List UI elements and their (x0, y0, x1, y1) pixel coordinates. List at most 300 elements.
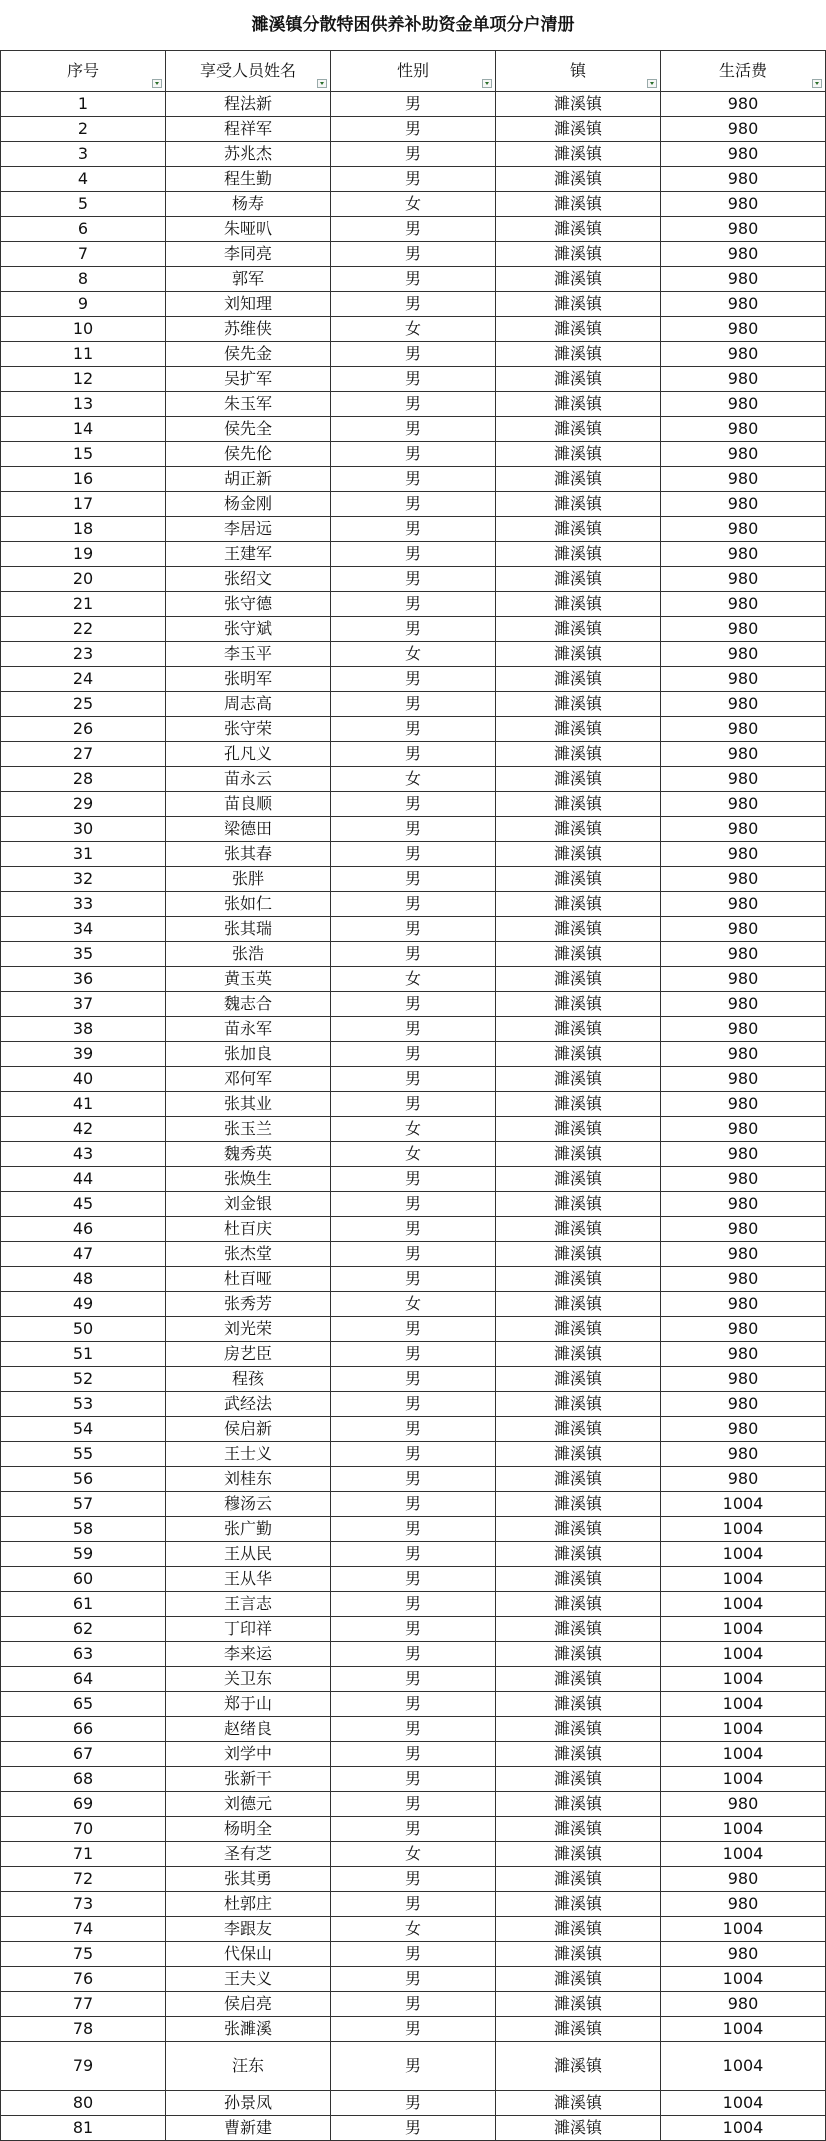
name-cell: 朱哑叭 (166, 217, 331, 242)
town-cell: 濉溪镇 (496, 1667, 661, 1692)
seq-cell: 69 (1, 1792, 166, 1817)
living-fee-cell: 980 (661, 1942, 826, 1967)
town-cell: 濉溪镇 (496, 517, 661, 542)
seq-cell: 65 (1, 1692, 166, 1717)
name-cell: 刘桂东 (166, 1467, 331, 1492)
table-row (1, 317, 826, 342)
seq-cell: 4 (1, 167, 166, 192)
living-fee-cell: 980 (661, 1442, 826, 1467)
gender-cell: 男 (331, 1017, 496, 1042)
name-cell: 魏秀英 (166, 1142, 331, 1167)
seq-cell: 29 (1, 792, 166, 817)
name-cell: 程祥军 (166, 117, 331, 142)
town-cell: 濉溪镇 (496, 917, 661, 942)
town-cell: 濉溪镇 (496, 167, 661, 192)
living-fee-cell: 980 (661, 1892, 826, 1917)
table-row (1, 1292, 826, 1317)
seq-cell: 25 (1, 692, 166, 717)
living-fee-cell: 1004 (661, 1517, 826, 1542)
name-cell: 刘知理 (166, 292, 331, 317)
town-cell: 濉溪镇 (496, 992, 661, 1017)
living-fee-cell: 980 (661, 92, 826, 117)
header-label: 享受人员姓名 (199, 61, 296, 80)
seq-cell: 49 (1, 1292, 166, 1317)
living-fee-cell: 980 (661, 467, 826, 492)
gender-cell: 男 (331, 617, 496, 642)
gender-cell: 男 (331, 1267, 496, 1292)
gender-cell: 男 (331, 917, 496, 942)
filter-dropdown-icon[interactable] (812, 79, 822, 88)
living-fee-cell: 1004 (661, 2116, 826, 2141)
name-cell: 代保山 (166, 1942, 331, 1967)
table-row (1, 592, 826, 617)
table-row (1, 917, 826, 942)
living-fee-cell: 980 (661, 892, 826, 917)
living-fee-cell: 980 (661, 1992, 826, 2017)
living-fee-cell: 980 (661, 1092, 826, 1117)
gender-cell: 男 (331, 392, 496, 417)
living-fee-cell: 980 (661, 1867, 826, 1892)
gender-cell: 男 (331, 217, 496, 242)
town-cell: 濉溪镇 (496, 317, 661, 342)
seq-cell: 2 (1, 117, 166, 142)
seq-cell: 17 (1, 492, 166, 517)
seq-cell: 77 (1, 1992, 166, 2017)
name-cell: 王从民 (166, 1542, 331, 1567)
table-row (1, 467, 826, 492)
town-cell: 濉溪镇 (496, 1742, 661, 1767)
data-table (0, 50, 826, 2141)
gender-cell: 女 (331, 967, 496, 992)
gender-cell: 男 (331, 1317, 496, 1342)
name-cell: 苏兆杰 (166, 142, 331, 167)
name-cell: 房艺臣 (166, 1342, 331, 1367)
seq-cell: 26 (1, 717, 166, 742)
gender-cell: 男 (331, 942, 496, 967)
town-cell: 濉溪镇 (496, 2017, 661, 2042)
gender-cell: 男 (331, 417, 496, 442)
name-cell: 侯先伦 (166, 442, 331, 467)
name-cell: 丁印祥 (166, 1617, 331, 1642)
seq-cell: 73 (1, 1892, 166, 1917)
name-cell: 刘金银 (166, 1192, 331, 1217)
seq-cell: 6 (1, 217, 166, 242)
name-cell: 刘光荣 (166, 1317, 331, 1342)
name-cell: 侯启新 (166, 1417, 331, 1442)
gender-cell: 男 (331, 1867, 496, 1892)
gender-cell: 男 (331, 842, 496, 867)
town-cell: 濉溪镇 (496, 267, 661, 292)
gender-cell: 男 (331, 442, 496, 467)
living-fee-cell: 980 (661, 667, 826, 692)
seq-cell: 62 (1, 1617, 166, 1642)
name-cell: 杨寿 (166, 192, 331, 217)
living-fee-cell: 980 (661, 317, 826, 342)
gender-cell: 男 (331, 167, 496, 192)
gender-cell: 女 (331, 767, 496, 792)
town-cell: 濉溪镇 (496, 1292, 661, 1317)
name-cell: 孙景凤 (166, 2091, 331, 2116)
gender-cell: 男 (331, 1642, 496, 1667)
living-fee-cell: 1004 (661, 2091, 826, 2116)
table-row (1, 867, 826, 892)
name-cell: 李玉平 (166, 642, 331, 667)
town-cell: 濉溪镇 (496, 842, 661, 867)
table-row (1, 1542, 826, 1567)
seq-cell: 55 (1, 1442, 166, 1467)
town-cell: 濉溪镇 (496, 442, 661, 467)
table-row (1, 117, 826, 142)
table-row (1, 2091, 826, 2116)
living-fee-cell: 980 (661, 1292, 826, 1317)
town-cell: 濉溪镇 (496, 792, 661, 817)
table-row (1, 742, 826, 767)
table-row (1, 1692, 826, 1717)
seq-cell: 15 (1, 442, 166, 467)
gender-cell: 女 (331, 1142, 496, 1167)
gender-cell: 男 (331, 867, 496, 892)
seq-cell: 76 (1, 1967, 166, 1992)
name-cell: 张守德 (166, 592, 331, 617)
gender-cell: 男 (331, 1967, 496, 1992)
gender-cell: 男 (331, 342, 496, 367)
gender-cell: 男 (331, 2042, 496, 2091)
town-cell: 濉溪镇 (496, 1567, 661, 1592)
gender-cell: 男 (331, 592, 496, 617)
living-fee-cell: 980 (661, 617, 826, 642)
living-fee-cell: 980 (661, 1367, 826, 1392)
table-row (1, 1617, 826, 1642)
gender-cell: 男 (331, 2116, 496, 2141)
table-row (1, 1142, 826, 1167)
town-cell: 濉溪镇 (496, 1592, 661, 1617)
name-cell: 苗良顺 (166, 792, 331, 817)
name-cell: 张其瑞 (166, 917, 331, 942)
town-cell: 濉溪镇 (496, 817, 661, 842)
seq-cell: 46 (1, 1217, 166, 1242)
table-row (1, 1717, 826, 1742)
header-label: 序号 (66, 61, 99, 80)
seq-cell: 75 (1, 1942, 166, 1967)
town-cell: 濉溪镇 (496, 1442, 661, 1467)
seq-cell: 54 (1, 1417, 166, 1442)
seq-cell: 39 (1, 1042, 166, 1067)
living-fee-cell: 980 (661, 867, 826, 892)
table-row (1, 967, 826, 992)
table-row (1, 1867, 826, 1892)
filter-dropdown-icon[interactable] (647, 79, 657, 88)
table-row (1, 567, 826, 592)
name-cell: 张广勤 (166, 1517, 331, 1542)
seq-cell: 5 (1, 192, 166, 217)
seq-cell: 52 (1, 1367, 166, 1392)
table-row (1, 1842, 826, 1867)
living-fee-cell: 980 (661, 1042, 826, 1067)
name-cell: 郑于山 (166, 1692, 331, 1717)
gender-cell: 男 (331, 1217, 496, 1242)
table-row (1, 1567, 826, 1592)
name-cell: 杨明全 (166, 1817, 331, 1842)
gender-cell: 男 (331, 1992, 496, 2017)
gender-cell: 男 (331, 2017, 496, 2042)
table-row (1, 1767, 826, 1792)
gender-cell: 男 (331, 742, 496, 767)
seq-cell: 35 (1, 942, 166, 967)
table-row (1, 1967, 826, 1992)
gender-cell: 男 (331, 2091, 496, 2116)
table-row (1, 492, 826, 517)
seq-cell: 19 (1, 542, 166, 567)
name-cell: 李居远 (166, 517, 331, 542)
table-row (1, 242, 826, 267)
table-row (1, 1242, 826, 1267)
seq-cell: 41 (1, 1092, 166, 1117)
table-row (1, 342, 826, 367)
table-row (1, 1917, 826, 1942)
living-fee-cell: 980 (661, 692, 826, 717)
living-fee-cell: 1004 (661, 1917, 826, 1942)
town-cell: 濉溪镇 (496, 1242, 661, 1267)
gender-cell: 男 (331, 1892, 496, 1917)
town-cell: 濉溪镇 (496, 1617, 661, 1642)
seq-cell: 22 (1, 617, 166, 642)
table-row (1, 642, 826, 667)
seq-cell: 37 (1, 992, 166, 1017)
header-cell-name (166, 51, 331, 92)
table-row (1, 2116, 826, 2141)
name-cell: 张玉兰 (166, 1117, 331, 1142)
gender-cell: 男 (331, 242, 496, 267)
header-cell-gender (331, 51, 496, 92)
table-row (1, 842, 826, 867)
seq-cell: 53 (1, 1392, 166, 1417)
gender-cell: 男 (331, 1192, 496, 1217)
filter-dropdown-icon[interactable] (152, 79, 162, 88)
town-cell: 濉溪镇 (496, 1817, 661, 1842)
town-cell: 濉溪镇 (496, 1767, 661, 1792)
living-fee-cell: 1004 (661, 2017, 826, 2042)
name-cell: 郭军 (166, 267, 331, 292)
name-cell: 张胖 (166, 867, 331, 892)
seq-cell: 16 (1, 467, 166, 492)
living-fee-cell: 980 (661, 717, 826, 742)
seq-cell: 13 (1, 392, 166, 417)
gender-cell: 女 (331, 1842, 496, 1867)
name-cell: 王士义 (166, 1442, 331, 1467)
page-title: 濉溪镇分散特困供养补助资金单项分户清册 (251, 15, 575, 35)
gender-cell: 男 (331, 1542, 496, 1567)
seq-cell: 72 (1, 1867, 166, 1892)
name-cell: 侯先金 (166, 342, 331, 367)
table-row (1, 1167, 826, 1192)
living-fee-cell: 980 (661, 767, 826, 792)
table-row (1, 1892, 826, 1917)
town-cell: 濉溪镇 (496, 1517, 661, 1542)
living-fee-cell: 1004 (661, 1617, 826, 1642)
living-fee-cell: 1004 (661, 1767, 826, 1792)
living-fee-cell: 980 (661, 817, 826, 842)
seq-cell: 9 (1, 292, 166, 317)
name-cell: 侯启亮 (166, 1992, 331, 2017)
name-cell: 梁德田 (166, 817, 331, 842)
living-fee-cell: 1004 (661, 1492, 826, 1517)
gender-cell: 男 (331, 142, 496, 167)
gender-cell: 男 (331, 1092, 496, 1117)
filter-dropdown-icon[interactable] (482, 79, 492, 88)
town-cell: 濉溪镇 (496, 1217, 661, 1242)
gender-cell: 男 (331, 1742, 496, 1767)
town-cell: 濉溪镇 (496, 1717, 661, 1742)
living-fee-cell: 1004 (661, 1642, 826, 1667)
name-cell: 杜百哑 (166, 1267, 331, 1292)
town-cell: 濉溪镇 (496, 1017, 661, 1042)
seq-cell: 18 (1, 517, 166, 542)
town-cell: 濉溪镇 (496, 1392, 661, 1417)
town-cell: 濉溪镇 (496, 1142, 661, 1167)
name-cell: 吴扩军 (166, 367, 331, 392)
gender-cell: 男 (331, 992, 496, 1017)
town-cell: 濉溪镇 (496, 767, 661, 792)
town-cell: 濉溪镇 (496, 1967, 661, 1992)
seq-cell: 7 (1, 242, 166, 267)
town-cell: 濉溪镇 (496, 692, 661, 717)
town-cell: 濉溪镇 (496, 392, 661, 417)
gender-cell: 女 (331, 642, 496, 667)
name-cell: 苗永云 (166, 767, 331, 792)
header-cell-town (496, 51, 661, 92)
living-fee-cell: 980 (661, 242, 826, 267)
living-fee-cell: 980 (661, 192, 826, 217)
seq-cell: 66 (1, 1717, 166, 1742)
town-cell: 濉溪镇 (496, 342, 661, 367)
living-fee-cell: 1004 (661, 1692, 826, 1717)
seq-cell: 56 (1, 1467, 166, 1492)
name-cell: 张浩 (166, 942, 331, 967)
town-cell: 濉溪镇 (496, 1067, 661, 1092)
seq-cell: 11 (1, 342, 166, 367)
gender-cell: 男 (331, 1342, 496, 1367)
gender-cell: 男 (331, 692, 496, 717)
gender-cell: 男 (331, 1592, 496, 1617)
town-cell: 濉溪镇 (496, 567, 661, 592)
seq-cell: 43 (1, 1142, 166, 1167)
gender-cell: 女 (331, 317, 496, 342)
gender-cell: 男 (331, 492, 496, 517)
living-fee-cell: 980 (661, 1467, 826, 1492)
seq-cell: 44 (1, 1167, 166, 1192)
table-row (1, 1067, 826, 1092)
name-cell: 关卫东 (166, 1667, 331, 1692)
living-fee-cell: 980 (661, 1142, 826, 1167)
filter-dropdown-icon[interactable] (317, 79, 327, 88)
name-cell: 张绍文 (166, 567, 331, 592)
name-cell: 李跟友 (166, 1917, 331, 1942)
town-cell: 濉溪镇 (496, 1942, 661, 1967)
seq-cell: 32 (1, 867, 166, 892)
living-fee-cell: 980 (661, 367, 826, 392)
seq-cell: 74 (1, 1917, 166, 1942)
town-cell: 濉溪镇 (496, 1867, 661, 1892)
living-fee-cell: 1004 (661, 1717, 826, 1742)
seq-cell: 70 (1, 1817, 166, 1842)
name-cell: 程法新 (166, 92, 331, 117)
name-cell: 王言志 (166, 1592, 331, 1617)
living-fee-cell: 980 (661, 917, 826, 942)
living-fee-cell: 1004 (661, 2042, 826, 2091)
town-cell: 濉溪镇 (496, 742, 661, 767)
table-row (1, 617, 826, 642)
seq-cell: 21 (1, 592, 166, 617)
living-fee-cell: 980 (661, 642, 826, 667)
gender-cell: 男 (331, 1517, 496, 1542)
name-cell: 张焕生 (166, 1167, 331, 1192)
table-row (1, 1192, 826, 1217)
living-fee-cell: 980 (661, 1242, 826, 1267)
gender-cell: 男 (331, 1167, 496, 1192)
living-fee-cell: 980 (661, 267, 826, 292)
name-cell: 侯先全 (166, 417, 331, 442)
living-fee-cell: 980 (661, 1217, 826, 1242)
name-cell: 程孩 (166, 1367, 331, 1392)
name-cell: 刘学中 (166, 1742, 331, 1767)
living-fee-cell: 980 (661, 1117, 826, 1142)
gender-cell: 男 (331, 1067, 496, 1092)
town-cell: 濉溪镇 (496, 967, 661, 992)
table-row (1, 267, 826, 292)
town-cell: 濉溪镇 (496, 2042, 661, 2091)
town-cell: 濉溪镇 (496, 717, 661, 742)
living-fee-cell: 980 (661, 167, 826, 192)
table-row (1, 1092, 826, 1117)
living-fee-cell: 980 (661, 492, 826, 517)
seq-cell: 61 (1, 1592, 166, 1617)
gender-cell: 男 (331, 1717, 496, 1742)
name-cell: 张秀芳 (166, 1292, 331, 1317)
table-row (1, 1492, 826, 1517)
seq-cell: 47 (1, 1242, 166, 1267)
name-cell: 圣有芝 (166, 1842, 331, 1867)
living-fee-cell: 980 (661, 1017, 826, 1042)
name-cell: 赵绪良 (166, 1717, 331, 1742)
name-cell: 李来运 (166, 1642, 331, 1667)
gender-cell: 男 (331, 1692, 496, 1717)
name-cell: 张杰堂 (166, 1242, 331, 1267)
seq-cell: 36 (1, 967, 166, 992)
gender-cell: 男 (331, 517, 496, 542)
table-row (1, 992, 826, 1017)
table-row (1, 692, 826, 717)
town-cell: 濉溪镇 (496, 1467, 661, 1492)
seq-cell: 28 (1, 767, 166, 792)
seq-cell: 24 (1, 667, 166, 692)
seq-cell: 63 (1, 1642, 166, 1667)
table-row (1, 367, 826, 392)
gender-cell: 男 (331, 1617, 496, 1642)
seq-cell: 71 (1, 1842, 166, 1867)
town-cell: 濉溪镇 (496, 1792, 661, 1817)
name-cell: 程生勤 (166, 167, 331, 192)
name-cell: 张其春 (166, 842, 331, 867)
name-cell: 周志高 (166, 692, 331, 717)
table-row (1, 792, 826, 817)
seq-cell: 64 (1, 1667, 166, 1692)
gender-cell: 男 (331, 292, 496, 317)
town-cell: 濉溪镇 (496, 867, 661, 892)
gender-cell: 男 (331, 1767, 496, 1792)
table-row (1, 767, 826, 792)
name-cell: 张加良 (166, 1042, 331, 1067)
seq-cell: 20 (1, 567, 166, 592)
